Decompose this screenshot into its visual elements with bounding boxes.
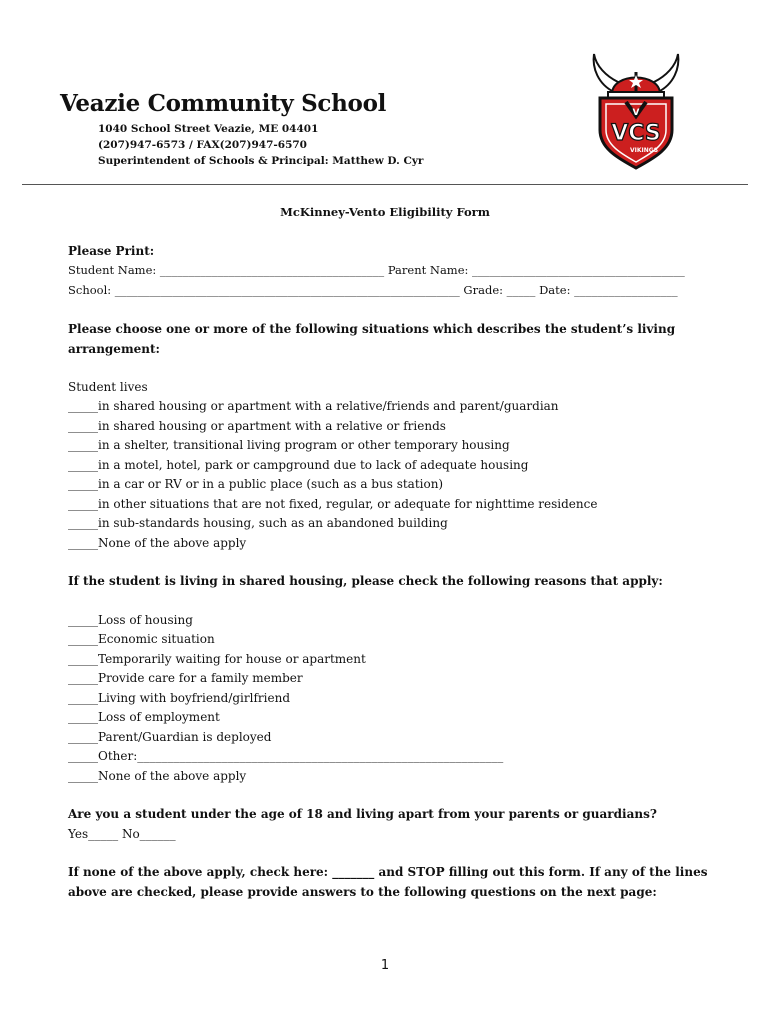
living-option[interactable]: _____in a shelter, transitional living program or other temporary housing <box>68 438 510 452</box>
yes-no-fields[interactable]: Yes_____ No______ <box>68 827 176 841</box>
living-arrangement-heading: Please choose one or more of the following situations which describes the student’s living <box>68 322 676 336</box>
shared-option[interactable]: _____None of the above apply <box>68 769 247 783</box>
shared-option-other[interactable]: _____Other:_____________________________________________________________ <box>68 749 504 763</box>
logo-vikings-text: VIKINGS <box>629 147 659 154</box>
page-number: 1 <box>380 958 390 973</box>
living-option[interactable]: _____in sub-standards housing, such as an abandoned building <box>68 516 448 530</box>
school-grade-date-fields[interactable]: School: ____________________________________________________________ Grade: _____ Date: __________________ <box>68 283 678 297</box>
shared-housing-heading: If the student is living in shared housing, please check the following reasons that apply: <box>68 574 663 588</box>
form-title: McKinney-Vento Eligibility Form <box>280 205 490 219</box>
logo-letter: V <box>632 108 640 118</box>
shared-option[interactable]: _____Living with boyfriend/girlfriend <box>68 691 290 705</box>
logo-vcs-text: VCS <box>611 121 661 146</box>
none-apply-instruction-cont: above are checked, please provide answers to the following questions on the next page: <box>68 885 657 899</box>
shared-option[interactable]: _____Provide care for a family member <box>68 671 303 685</box>
please-print-label: Please Print: <box>68 244 155 258</box>
none-apply-instruction: If none of the above apply, check here: _______ and STOP filling out this form. If any of the lines <box>68 865 708 879</box>
student-lives-label: Student lives <box>68 380 148 394</box>
shared-option[interactable]: _____Loss of employment <box>68 710 220 724</box>
student-parent-name-fields[interactable]: Student Name: _______________________________________ Parent Name: _____________________________________ <box>68 263 685 277</box>
header-divider <box>22 184 748 185</box>
school-address: 1040 School Street Veazie, ME 04401 <box>98 123 319 135</box>
shared-option[interactable]: _____Loss of housing <box>68 613 193 627</box>
shared-option[interactable]: _____Temporarily waiting for house or apartment <box>68 652 366 666</box>
shared-option[interactable]: _____Economic situation <box>68 632 215 646</box>
shared-option[interactable]: _____Parent/Guardian is deployed <box>68 730 272 744</box>
living-arrangement-heading-cont: arrangement: <box>68 342 160 356</box>
living-option[interactable]: _____None of the above apply <box>68 536 247 550</box>
living-option[interactable]: _____in a motel, hotel, park or campground due to lack of adequate housing <box>68 458 529 472</box>
living-option[interactable]: _____in other situations that are not fixed, regular, or adequate for nighttime residence <box>68 497 598 511</box>
school-superintendent: Superintendent of Schools & Principal: Matthew D. Cyr <box>98 155 424 167</box>
school-phone-fax: (207)947-6573 / FAX(207)947-6570 <box>98 139 307 151</box>
living-option[interactable]: _____in shared housing or apartment with a relative or friends <box>68 419 446 433</box>
living-option[interactable]: _____in a car or RV or in a public place (such as a bus station) <box>68 477 444 491</box>
school-name: Veazie Community School <box>60 90 387 117</box>
living-option[interactable]: _____in shared housing or apartment with a relative/friends and parent/guardian <box>68 399 559 413</box>
vcs-vikings-logo-icon <box>588 52 684 170</box>
age-question: Are you a student under the age of 18 and living apart from your parents or guardians? <box>68 807 657 821</box>
